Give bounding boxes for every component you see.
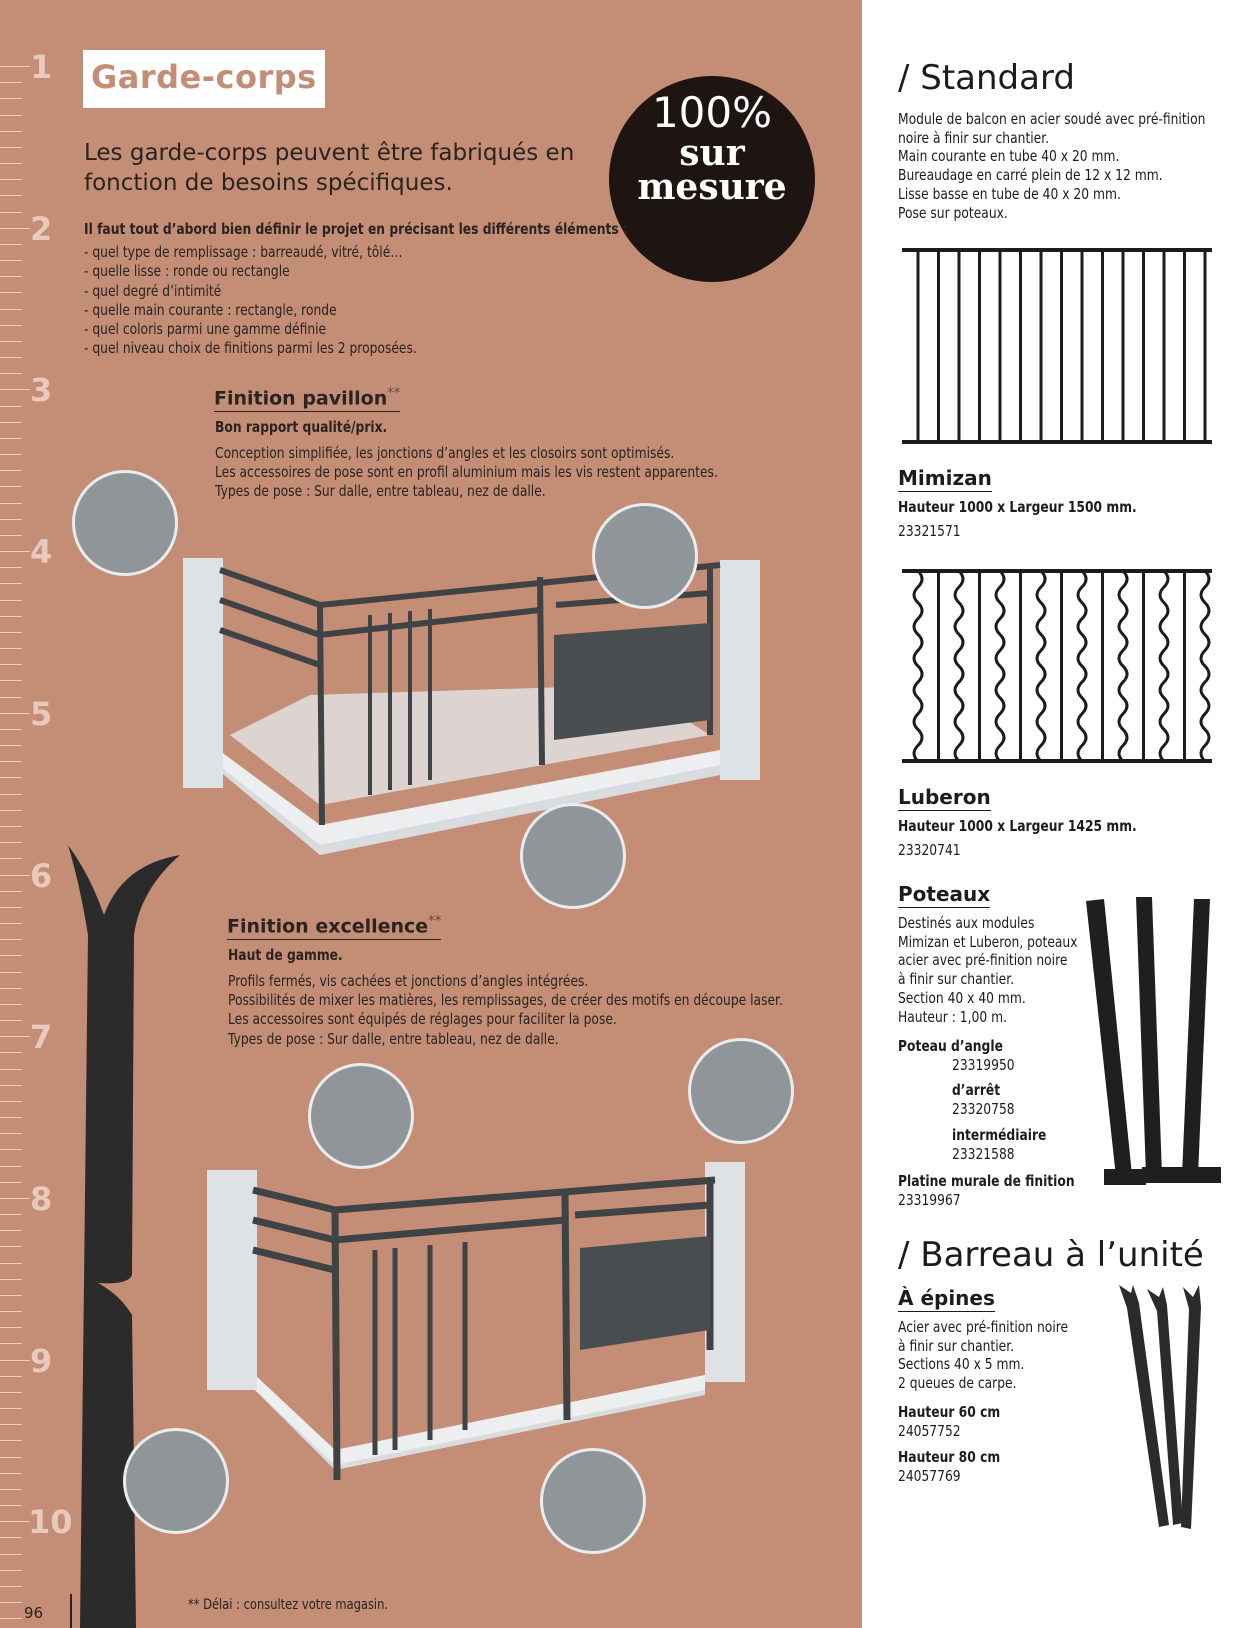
ruler-tick	[0, 1570, 22, 1571]
ruler-tick	[0, 1101, 22, 1102]
mimizan-name: Mimizan	[898, 466, 992, 490]
pavillon-title-text: Finition pavillon	[214, 387, 388, 410]
pavillon-line: Conception simplifiée, les jonctions d’angles et les closoirs sont optimisés.	[215, 444, 675, 462]
standard-line: Pose sur poteaux.	[898, 203, 1008, 222]
ruler-tick	[0, 454, 22, 455]
standard-heading: / Standard	[898, 58, 1075, 98]
ruler-tick	[0, 1069, 22, 1070]
ruler-tick	[0, 1618, 22, 1619]
intro-text: Les garde-corps peuvent être fabriqués en fonction de besoins spécifiques.	[84, 140, 575, 196]
ruler-tick	[0, 292, 22, 293]
barreau-line: 2 queues de carpe.	[898, 1374, 1017, 1393]
ruler-tick	[0, 1133, 22, 1134]
poteaux-line: à finir sur chantier.	[898, 970, 1015, 989]
barreau-h60-code: 24057752	[898, 1422, 961, 1440]
ruler-tick	[0, 1505, 22, 1506]
lead-text: Il faut tout d’abord bien définir le projet en précisant les différents éléments :	[84, 220, 628, 238]
ruler-tick	[0, 1117, 22, 1118]
ruler-tick	[0, 406, 22, 407]
ruler-tick	[0, 1263, 22, 1264]
ruler-tick	[0, 309, 22, 310]
ruler-tick	[0, 195, 22, 196]
badge-line2: mesure	[637, 166, 787, 208]
page-number: 96	[24, 1604, 44, 1622]
list-item: - quel niveau choix de finitions parmi les 2 proposées.	[84, 339, 417, 358]
barreau-h60-label: Hauteur 60 cm	[898, 1403, 1001, 1421]
ruler-tick	[0, 486, 22, 487]
ruler-tick	[0, 551, 30, 552]
excellence-line: Profils fermés, vis cachées et jonctions d’angles intégrées.	[228, 972, 589, 990]
excellence-description	[228, 972, 862, 1049]
ruler-tick	[0, 276, 22, 277]
ruler-tick	[0, 1036, 30, 1037]
detail-bubble	[308, 1063, 414, 1169]
luberon-railing-image	[902, 567, 1212, 767]
ruler-tick	[0, 373, 22, 374]
ruler-tick	[0, 1214, 22, 1215]
ruler-tick	[0, 632, 22, 633]
standard-description	[898, 110, 1205, 222]
ruler-number: 9	[30, 1341, 53, 1380]
criteria-list	[84, 243, 658, 359]
excellence-balcony-illustration	[195, 1150, 755, 1520]
ruler-tick	[0, 988, 22, 989]
excellence-line: Possibilités de mixer les matières, les remplissages, de créer des motifs en découpe laser.	[228, 991, 783, 1010]
poteau-angle-label: Poteau d’angle	[898, 1037, 1003, 1055]
page-title: Garde-corps	[91, 58, 317, 96]
ruler-tick	[0, 1343, 22, 1344]
ruler-tick	[0, 1424, 22, 1425]
excellence-mark: **	[428, 914, 442, 929]
barreau-line: Sections 40 x 5 mm.	[898, 1355, 1025, 1374]
list-item: - quelle lisse : ronde ou rectangle	[84, 262, 290, 281]
ruler-tick	[0, 212, 22, 213]
excellence-line: Les accessoires sont équipés de réglages pour faciliter la pose.	[228, 1010, 617, 1029]
ruler-tick	[0, 1246, 22, 1247]
excellence-title-text: Finition excellence	[227, 915, 429, 938]
barreau-line: Acier avec pré-finition noire	[898, 1318, 1069, 1336]
ruler-tick	[0, 1295, 22, 1296]
ruler-tick	[0, 1554, 22, 1555]
poteaux-line: Mimizan et Luberon, poteaux	[898, 932, 1078, 951]
ruler-tick	[0, 794, 22, 795]
ruler-tick	[0, 1279, 22, 1280]
barreau-epines-image	[1117, 1283, 1227, 1533]
barreau-heading: / Barreau à l’unité	[898, 1235, 1204, 1275]
pavillon-line: Types de pose : Sur dalle, entre tableau, nez de dalle.	[215, 482, 546, 501]
pavillon-line: Les accessoires de pose sont en profil aluminium mais les vis restent apparentes.	[215, 463, 718, 482]
footnote: ** Délai : consultez votre magasin.	[188, 1597, 389, 1613]
ruler-tick	[0, 1085, 22, 1086]
ruler-tick	[0, 131, 22, 132]
ruler-tick	[0, 1473, 22, 1474]
detail-bubble	[123, 1428, 229, 1534]
poteaux-line: Section 40 x 40 mm.	[898, 988, 1026, 1007]
ruler-tick	[0, 422, 22, 423]
luberon-bar	[914, 571, 922, 761]
luberon-bar	[1037, 571, 1045, 761]
ruler-tick	[0, 1489, 22, 1490]
poteaux-posts-image	[1084, 893, 1234, 1198]
standard-line: Main courante en tube 40 x 20 mm.	[898, 147, 1120, 166]
ruler-number: 5	[30, 694, 53, 733]
barreau-name: À épines	[898, 1286, 995, 1310]
ruler-tick	[0, 1408, 22, 1409]
ruler-tick	[0, 147, 22, 148]
luberon-bar	[1160, 571, 1168, 761]
ruler-tick	[0, 1440, 22, 1441]
title-box	[83, 50, 325, 108]
ruler-tick	[0, 66, 30, 67]
ruler-tick	[0, 826, 22, 827]
ruler-tick	[0, 179, 22, 180]
detail-bubble	[592, 503, 698, 609]
ruler-tick	[0, 1360, 30, 1361]
badge-percent: 100%	[651, 88, 773, 137]
detail-bubble	[520, 803, 626, 909]
ruler-tick	[0, 1004, 22, 1005]
ruler-tick	[0, 1230, 22, 1231]
list-item: - quel type de remplissage : barreaudé, vitré, tôlé…	[84, 243, 403, 261]
detail-bubble	[72, 470, 178, 576]
standard-line: noire à finir sur chantier.	[898, 128, 1050, 147]
ruler-tick	[0, 1521, 30, 1522]
ruler-tick	[0, 858, 22, 859]
poteau-inter-code: 23321588	[952, 1145, 1015, 1163]
ruler-tick	[0, 503, 22, 504]
poteau-inter-label: intermédiaire	[952, 1126, 1047, 1144]
ruler-tick	[0, 1537, 22, 1538]
detail-bubble	[540, 1448, 646, 1554]
ruler-tick	[0, 1182, 22, 1183]
page-number-divider	[70, 1594, 72, 1628]
ruler-tick	[0, 82, 22, 83]
poteaux-line: acier avec pré-finition noire	[898, 951, 1068, 970]
right-panel	[862, 0, 1250, 1628]
ruler-tick	[0, 616, 22, 617]
luberon-code: 23320741	[898, 841, 961, 859]
barreau-line: à finir sur chantier.	[898, 1336, 1015, 1355]
list-item: - quel degré d’intimité	[84, 281, 222, 300]
detail-bubble	[688, 1038, 794, 1144]
ruler-tick	[0, 470, 22, 471]
ruler-tick	[0, 664, 22, 665]
poteaux-name: Poteaux	[898, 882, 991, 906]
ruler-tick	[0, 697, 22, 698]
luberon-bar	[1078, 571, 1086, 761]
poteau-arret-label: d’arrêt	[952, 1081, 1001, 1099]
ruler-tick	[0, 680, 22, 681]
excellence-subtitle: Haut de gamme.	[228, 946, 343, 964]
ruler-tick	[0, 777, 22, 778]
ruler-tick	[0, 1586, 22, 1587]
ruler-tick	[0, 923, 22, 924]
luberon-name: Luberon	[898, 785, 991, 809]
ruler-tick	[0, 519, 22, 520]
ruler-number: 6	[30, 856, 53, 895]
ruler-tick	[0, 1198, 30, 1199]
luberon-bar	[1201, 571, 1209, 761]
poteau-angle-code: 23319950	[952, 1056, 1015, 1074]
pavillon-mark: **	[387, 386, 401, 401]
ruler-number: 4	[30, 533, 53, 572]
ruler-tick	[0, 1166, 22, 1167]
excellence-line: Types de pose : Sur dalle, entre tableau, nez de dalle.	[228, 1029, 559, 1048]
ruler-tick	[0, 228, 30, 229]
luberon-size: Hauteur 1000 x Largeur 1425 mm.	[898, 817, 1137, 835]
mimizan-railing-image	[902, 246, 1212, 446]
ruler-tick	[0, 907, 22, 908]
ruler-number: 3	[30, 371, 53, 410]
ruler-tick	[0, 244, 22, 245]
ruler-number: 8	[30, 1179, 53, 1218]
ruler-tick	[0, 357, 22, 358]
standard-line: Module de balcon en acier soudé avec pré-finition	[898, 110, 1206, 128]
list-item: - quelle main courante : rectangle, ronde	[84, 300, 337, 319]
ruler-tick	[0, 163, 22, 164]
mimizan-code: 23321571	[898, 522, 961, 540]
ruler-tick	[0, 115, 22, 116]
ruler-tick	[0, 1149, 22, 1150]
ruler-tick	[0, 1376, 22, 1377]
ruler-tick	[0, 1052, 22, 1053]
ruler-number: 2	[30, 209, 53, 248]
ruler-tick	[0, 972, 22, 973]
ruler-tick	[0, 600, 22, 601]
ruler-tick	[0, 1327, 22, 1328]
ruler-tick	[0, 810, 22, 811]
ruler-tick	[0, 729, 22, 730]
poteaux-description	[898, 914, 1078, 1026]
ruler-tick	[0, 389, 30, 390]
standard-line: Bureaudage en carré plein de 12 x 12 mm.	[898, 166, 1163, 185]
ruler-tick	[0, 260, 22, 261]
list-item: - quel coloris parmi une gamme définie	[84, 320, 327, 339]
ruler-number: 10	[28, 1503, 73, 1542]
ruler-number: 7	[30, 1018, 53, 1057]
luberon-bar	[996, 571, 1004, 761]
ruler-number: 1	[30, 48, 53, 86]
barreau-h80-label: Hauteur 80 cm	[898, 1448, 1001, 1466]
luberon-bar	[1119, 571, 1127, 761]
ruler-tick	[0, 939, 22, 940]
pavillon-title	[214, 386, 400, 412]
badge-line1: sur	[679, 132, 745, 174]
poteau-arret-code: 23320758	[952, 1100, 1015, 1118]
barreau-description	[898, 1318, 1068, 1393]
ruler-tick	[0, 955, 22, 956]
ruler-tick	[0, 1457, 22, 1458]
ruler-tick	[0, 341, 22, 342]
ruler-tick	[0, 1392, 22, 1393]
ruler-tick	[0, 648, 22, 649]
platine-label: Platine murale de finition	[898, 1172, 1075, 1190]
ruler-tick	[0, 1020, 22, 1021]
mimizan-size: Hauteur 1000 x Largeur 1500 mm.	[898, 498, 1137, 516]
ruler-tick	[0, 891, 22, 892]
ruler-tick	[0, 98, 22, 99]
ruler-tick	[0, 583, 22, 584]
ruler-tick	[0, 535, 22, 536]
ruler-tick	[0, 1311, 22, 1312]
excellence-title	[227, 914, 441, 940]
pavillon-subtitle: Bon rapport qualité/prix.	[215, 418, 388, 436]
poteaux-line: Destinés aux modules	[898, 914, 1035, 932]
ruler-tick	[0, 875, 30, 876]
poteaux-line: Hauteur : 1,00 m.	[898, 1007, 1007, 1026]
ruler-tick	[0, 325, 22, 326]
luberon-bar	[955, 571, 963, 761]
ruler-tick	[0, 745, 22, 746]
ruler-tick	[0, 567, 22, 568]
ruler-tick	[0, 1602, 22, 1603]
ruler-tick	[0, 761, 22, 762]
platine-code: 23319967	[898, 1191, 961, 1209]
ruler-tick	[0, 438, 22, 439]
ruler-tick	[0, 713, 30, 714]
standard-line: Lisse basse en tube de 40 x 20 mm.	[898, 184, 1121, 203]
ruler-tick	[0, 842, 22, 843]
barreau-h80-code: 24057769	[898, 1467, 961, 1485]
